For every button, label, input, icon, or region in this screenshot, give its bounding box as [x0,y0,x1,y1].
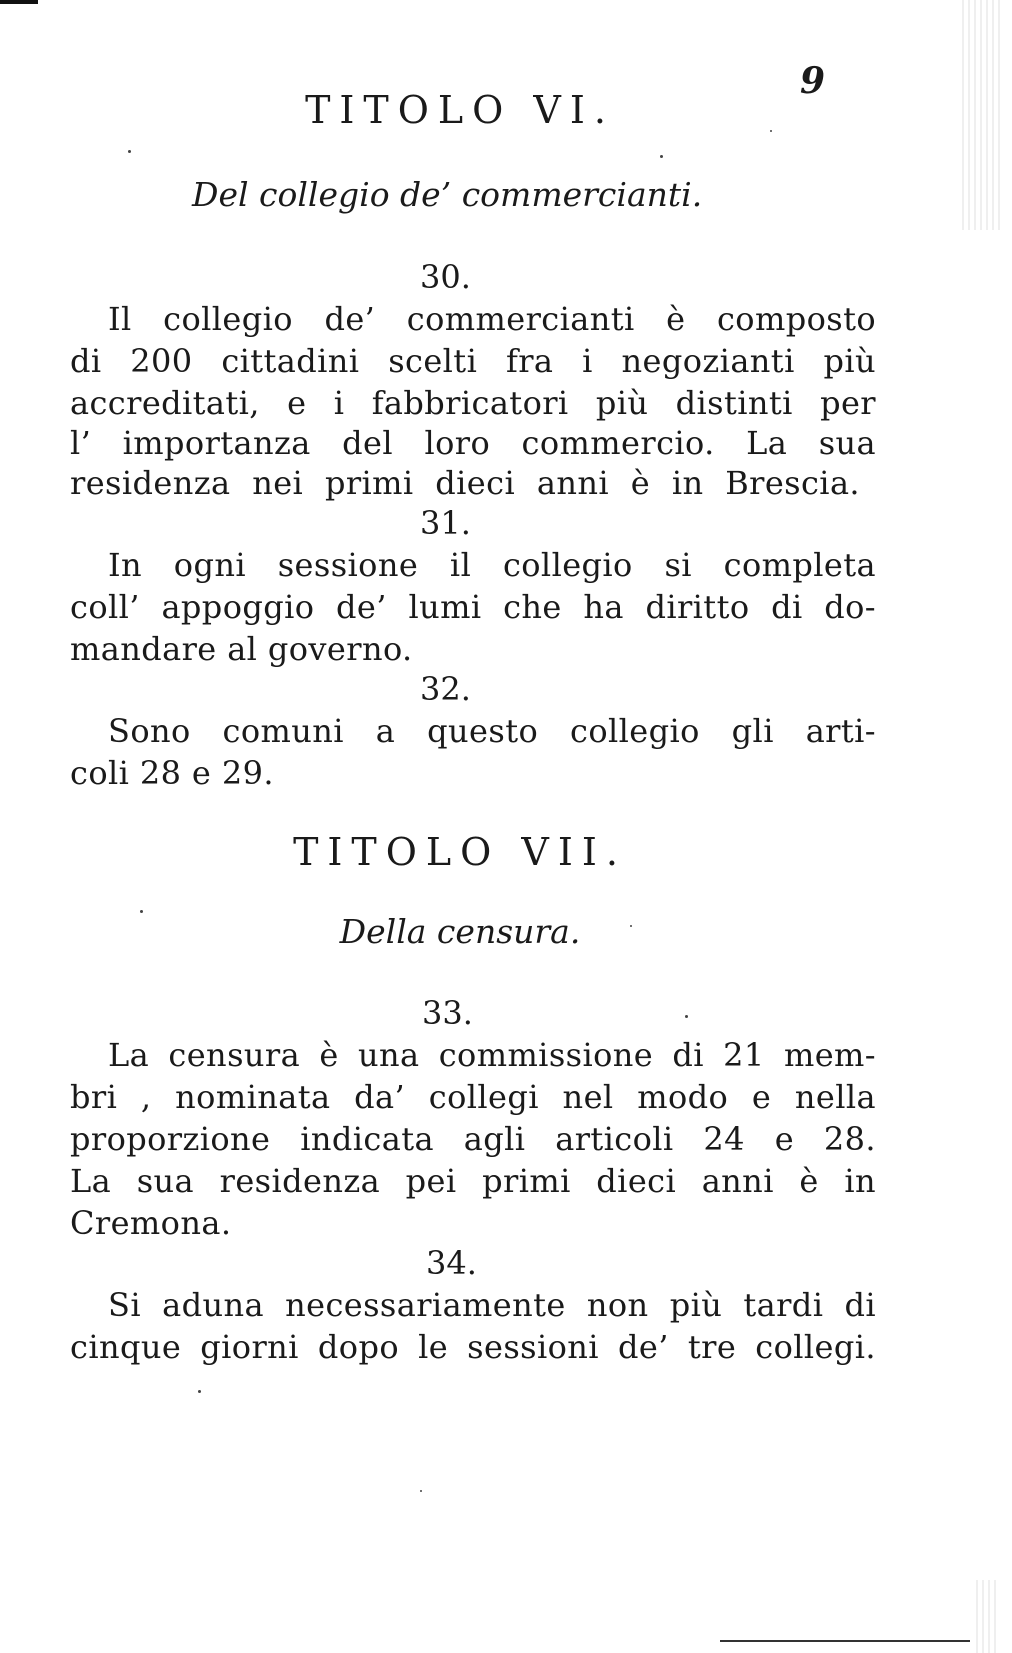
article-33-number: 33. [422,994,473,1032]
article-31-number: 31. [420,504,471,542]
scan-speck [140,910,143,913]
article-33-line-4: La sua residenza pei primi dieci anni è in [70,1162,876,1200]
page-edge-shadow-bottom [976,1580,998,1653]
article-30-line-3: accreditati, e i fabbricatori più distinti per [70,384,876,422]
page-number: 9 [800,60,826,102]
scan-speck [685,1015,688,1018]
article-33-line-2: bri , nominata da’ collegi nel modo e nella [70,1078,876,1116]
article-32-line-2: coli 28 e 29. [70,754,274,792]
article-34-number: 34. [426,1244,477,1282]
article-30-line-4: l’ importanza del loro commercio. La sua [70,424,876,462]
titolo-vi-heading: TITOLO VI. [305,88,615,132]
scan-speck [420,1490,422,1492]
article-32-number: 32. [420,670,471,708]
article-30-line-2: di 200 cittadini scelti fra i negozianti più [70,342,876,380]
article-31-line-2: coll’ appoggio de’ lumi che ha diritto di do- [70,588,876,626]
article-33-line-1: La censura è una commissione di 21 mem- [108,1036,876,1074]
article-30-line-1: Il collegio de’ commercianti è composto [108,300,876,338]
titolo-vii-subtitle: Della censura. [339,912,581,951]
article-34-line-1: Si aduna necessariamente non più tardi di [108,1286,876,1324]
scan-speck [630,925,632,927]
article-32-line-1: Sono comuni a questo collegio gli arti- [108,712,876,750]
scan-corner-mark [0,0,38,4]
page-edge-shadow-top [962,0,1002,230]
scan-speck [770,130,772,132]
titolo-vii-heading: TITOLO VII. [293,830,627,874]
article-31-line-3: mandare al governo. [70,630,413,668]
titolo-vi-subtitle: Del collegio de’ commercianti. [192,175,703,214]
scan-speck [128,150,131,153]
article-30-number: 30. [420,258,471,296]
article-34-line-2: cinque giorni dopo le sessioni de’ tre collegi. [70,1328,876,1366]
article-30-line-5: residenza nei primi dieci anni è in Brescia. [70,464,860,502]
article-33-line-3: proporzione indicata agli articoli 24 e 28. [70,1120,876,1158]
scan-speck [660,155,663,158]
scan-speck [198,1390,201,1393]
article-31-line-1: In ogni sessione il collegio si completa [108,546,876,584]
bottom-rule [720,1640,970,1642]
article-33-line-5: Cremona. [70,1204,232,1242]
